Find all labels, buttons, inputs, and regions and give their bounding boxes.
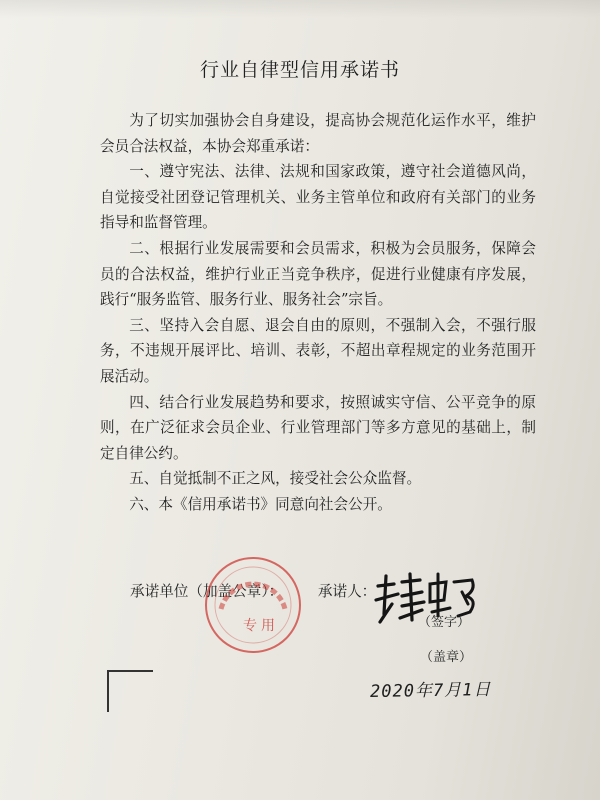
paragraph-1: 一、遵守宪法、法律、法规和国家政策，遵守社会道德风尚，自觉接受社团登记管理机关、业务主管单位和政府有关部门的业务指导和监督管理。	[100, 163, 536, 232]
signing-date: 2020年7月1日	[369, 679, 492, 703]
sign-note: （签字）	[418, 615, 471, 630]
document-title: 行业自律型信用承诺书	[199, 59, 400, 81]
unit-label: 承诺单位（加盖公章）：	[130, 583, 284, 600]
paragraph-4: 四、结合行业发展趋势和要求，按照诚实守信、公平竞争的原则，在广泛征求会员企业、行业管理部门等多方意见的基础上，制定自律公约。	[100, 393, 536, 462]
corner-bracket-mark	[107, 670, 153, 712]
paragraph-3: 三、坚持入会自愿、退会自由的原则，不强制入会，不强行服务，不违规开展评比、培训、表彰，不超出章程规定的业务范围开展活动。	[100, 316, 536, 385]
page-shadow	[0, 0, 600, 18]
seal-text: 专用	[243, 618, 279, 634]
document-body	[100, 108, 536, 518]
stamp-note: （盖章）	[420, 650, 473, 665]
paragraph-6: 六、本《信用承诺书》同意向社会公开。	[129, 495, 392, 513]
official-seal	[205, 557, 301, 653]
paragraph-2: 二、根据行业发展需要和会员需求，积极为会员服务，保障会员的合法权益，维护行业正当竞争秩序，促进行业健康有序发展，践行“服务监管、服务行业、服务社会”宗旨。	[100, 239, 536, 309]
paragraph-5: 五、自觉抵制不正之风，接受社会公众监督。	[129, 470, 422, 488]
seal-ring-icon	[207, 559, 299, 651]
promisor-label: 承诺人：	[317, 583, 377, 600]
paragraph-intro: 为了切实加强协会自身建设，提高协会规范化运作水平，维护会员合法权益，本协会郑重承诺：	[100, 112, 536, 155]
